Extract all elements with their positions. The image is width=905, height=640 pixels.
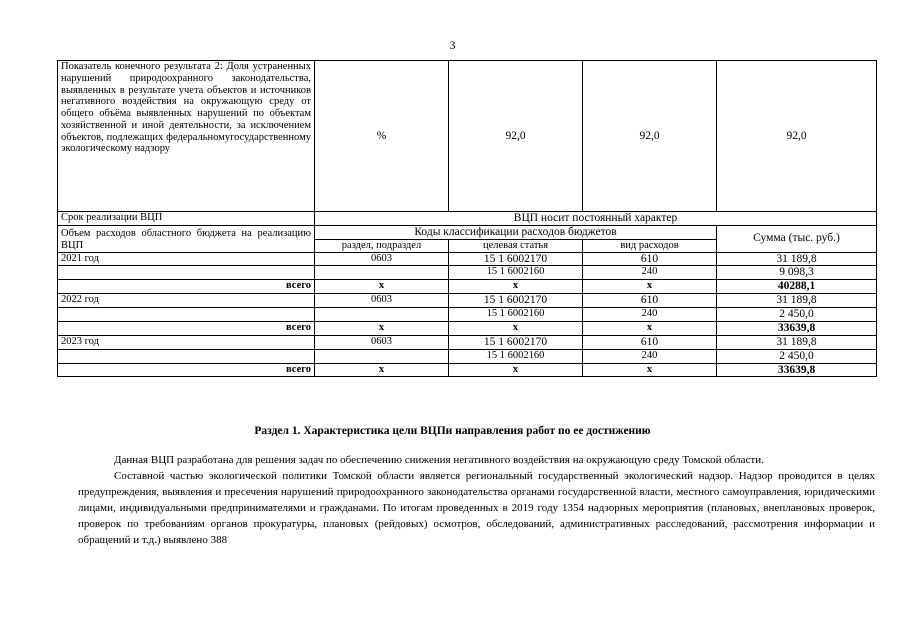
cell-sum: 31 189,8: [717, 335, 877, 349]
col-target-header: целевая статья: [449, 239, 583, 252]
year-label-empty: [58, 349, 315, 363]
total-sum: 33639,8: [717, 363, 877, 377]
total-sum: 40288,1: [717, 280, 877, 294]
cell-section: [315, 349, 449, 363]
year-label: 2023 год: [58, 335, 315, 349]
indicator-row: [58, 61, 877, 212]
total-row: [58, 280, 877, 294]
total-type: х: [583, 363, 717, 377]
col-sum-header: Сумма (тыс. руб.): [717, 225, 877, 252]
cell-sum: 2 450,0: [717, 349, 877, 363]
col-type-header: вид расходов: [583, 239, 717, 252]
cell-target: 15 1 6002170: [449, 252, 583, 266]
cell-section: 0603: [315, 252, 449, 266]
total-target: х: [449, 280, 583, 294]
paragraph: Данная ВЦП разработана для решения задач по обеспечению снижения негативного воздействия на окружающую среду Томской области.: [114, 454, 764, 466]
cell-sum: 9 098,3: [717, 266, 877, 280]
table-row: [58, 308, 877, 322]
cell-section: [315, 308, 449, 322]
cell-type: 610: [583, 335, 717, 349]
cell-target: 15 1 6002170: [449, 335, 583, 349]
cell-sum: 31 189,8: [717, 294, 877, 308]
indicator-value-1: 92,0: [449, 61, 583, 212]
program-table: [57, 60, 877, 377]
cell-sum: 31 189,8: [717, 252, 877, 266]
cell-type: 610: [583, 294, 717, 308]
total-sum: 33639,8: [717, 321, 877, 335]
year-label: 2022 год: [58, 294, 315, 308]
indicator-value-2: 92,0: [583, 61, 717, 212]
cell-section: [315, 266, 449, 280]
total-target: х: [449, 363, 583, 377]
total-type: х: [583, 280, 717, 294]
indicator-value-3: 92,0: [717, 61, 877, 212]
total-section: х: [315, 363, 449, 377]
year-label: 2021 год: [58, 252, 315, 266]
table-row: [58, 266, 877, 280]
cell-type: 240: [583, 349, 717, 363]
year-label-empty: [58, 308, 315, 322]
codes-title: Коды классификации расходов бюджетов: [315, 225, 717, 239]
cell-target: 15 1 6002160: [449, 308, 583, 322]
table-row: [58, 294, 877, 308]
total-target: х: [449, 321, 583, 335]
total-section: х: [315, 321, 449, 335]
body-text: [78, 452, 875, 548]
volume-label: Объем расходов областного бюджета на реализацию ВЦП: [58, 225, 315, 252]
indicator-unit: %: [315, 61, 449, 212]
cell-target: 15 1 6002160: [449, 349, 583, 363]
total-row: [58, 321, 877, 335]
section-title: Раздел 1. Характеристика цели ВЦПи направления работ по ее достижению: [254, 425, 651, 437]
year-label-empty: [58, 266, 315, 280]
table-row: [58, 349, 877, 363]
page-number: 3: [449, 38, 456, 52]
cell-type: 610: [583, 252, 717, 266]
term-label: Срок реализации ВЦП: [58, 212, 315, 226]
total-label: всего: [58, 321, 315, 335]
term-row: [58, 212, 877, 226]
cell-section: 0603: [315, 335, 449, 349]
cell-target: 15 1 6002170: [449, 294, 583, 308]
total-label: всего: [58, 280, 315, 294]
paragraph: Составной частью экологической политики Томской области является региональный государственный экологический надзор. Надзор проводится в целях предупреждения, выявления и пресечения нарушений природоохранного законодательства органами государственной власти, местного самоуправления, юридическими лицами, индивидуальными предпринимателями и гражданами. По итогам проведенных в 2019 году 1354 надзорных мероприятия (плановых, внеплановых проверок, проверок по требованиям органов прокуратуры, плановых (рейдовых) осмотров, обследований, административных расследований, рассмотрения информации и обращений и т.д.) выявлено 388: [78, 470, 875, 546]
cell-type: 240: [583, 308, 717, 322]
table-row: [58, 335, 877, 349]
col-section-header: раздел, подраздел: [315, 239, 449, 252]
total-row: [58, 363, 877, 377]
codes-header-row: [58, 225, 877, 239]
total-label: всего: [58, 363, 315, 377]
table-row: [58, 252, 877, 266]
total-type: х: [583, 321, 717, 335]
total-section: х: [315, 280, 449, 294]
cell-target: 15 1 6002160: [449, 266, 583, 280]
cell-sum: 2 450,0: [717, 308, 877, 322]
cell-type: 240: [583, 266, 717, 280]
term-value: ВЦП носит постоянный характер: [315, 212, 877, 226]
cell-section: 0603: [315, 294, 449, 308]
indicator-text: Показатель конечного результата 2: Доля устраненных нарушений природоохранного законодательства, выявленных в результате учета объектов и источников негативного воздействия на окружающую среду от общего объёма выявленных нарушений по объектам хозяйственной и иной деятельности, за исключением объектов, подлежащих федеральномугосударственному экологическому надзору: [58, 61, 315, 212]
